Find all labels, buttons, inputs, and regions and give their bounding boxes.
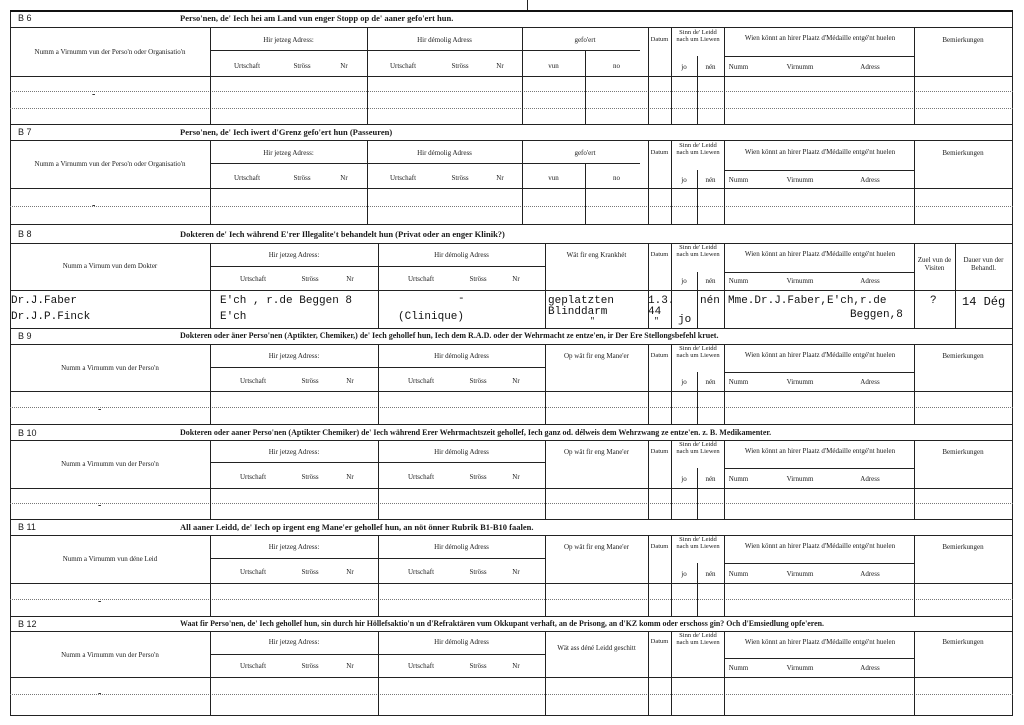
column-header-yes: jo	[681, 475, 687, 483]
column-header-number: Nr	[346, 662, 354, 670]
column-header-medal: Wien könnt an hirer Plaatz d'Médaille entgé'nt huelen	[744, 447, 896, 455]
left-border	[10, 10, 11, 716]
column-header-no: nén	[705, 475, 716, 483]
column-header-medal: Wien könnt an hirer Plaatz d'Médaille entgé'nt huelen	[744, 148, 896, 156]
date-line-2: 44	[648, 306, 662, 318]
illness-line-1: geplatzten	[548, 295, 615, 307]
column-header-medal-name: Numm	[728, 277, 749, 285]
column-header-no: nén	[705, 277, 716, 285]
column-header-street: Ströss	[469, 473, 487, 481]
column-header-medal-firstname: Virnumm	[786, 475, 814, 483]
column-header-street: Ströss	[301, 662, 319, 670]
column-header-current-address: Hir jetzeg Adress:	[268, 352, 320, 360]
section-code: B 7	[18, 127, 32, 137]
column-header-remarks: Bemierkungen	[942, 352, 984, 360]
doctor-name-1: Dr.J.Faber	[11, 295, 78, 307]
column-header-number: Nr	[512, 377, 520, 385]
column-header-no: nén	[705, 378, 716, 386]
column-header-street: Ströss	[301, 377, 319, 385]
column-header-alive: Sinn de' Leidd nach um Liewen	[676, 632, 720, 646]
column-header-street: Ströss	[301, 473, 319, 481]
column-header-manner: Op wät fir eng Mane'er	[563, 448, 629, 456]
column-header-town: Urtschaft	[407, 377, 435, 385]
column-header-town: Urtschaft	[239, 275, 267, 283]
illness-ditto: "	[590, 317, 595, 326]
blank-marker: -	[98, 688, 102, 699]
column-header-medal-name: Numm	[728, 63, 749, 71]
medal-recipient-2: Beggen,8	[850, 309, 903, 321]
section-title: Dokteren oder äner Perso'nen (Aptikter, Chemiker,) de' Iech gehollef hun, Iech dem R.A.D. oder der Wehrmacht ze entze'en, ir Der Ere Stellongsbefehl kruet.	[180, 331, 719, 340]
column-header-medal: Wien könnt an hirer Plaatz d'Médaille entgé'nt huelen	[744, 638, 896, 646]
column-header-duration: Dauer vun der Behandl.	[963, 256, 1004, 272]
column-header-current-address: Hir jetzeg Adress:	[263, 149, 314, 157]
column-header-date: Datum	[650, 638, 669, 645]
column-header-town: Urtschaft	[233, 62, 261, 70]
column-header-medal-address: Adress	[860, 570, 880, 578]
section-code: B 8	[18, 229, 32, 239]
column-header-alive: Sinn de' Leidd nach um Liewen	[676, 441, 720, 455]
column-header-number: Nr	[512, 568, 520, 576]
column-header-medal-address: Adress	[860, 475, 880, 483]
column-header-from: vun	[548, 62, 559, 70]
column-header-street: Ströss	[301, 275, 319, 283]
section-title: Perso'nen, de' Iech iwert d'Grenz gefo'ert hun (Passeuren)	[180, 127, 393, 137]
column-header-street: Ströss	[451, 62, 469, 70]
column-header-transported: gefo'ert	[574, 149, 596, 157]
column-header-yes: jo	[681, 176, 687, 184]
column-header-alive: Sinn de' Leidd nach um Liewen	[676, 536, 720, 550]
column-header-town: Urtschaft	[239, 568, 267, 576]
column-header-medal-address: Adress	[860, 176, 880, 184]
current-address-2: E'ch	[220, 311, 247, 323]
treatment-duration: 14 Dég	[962, 295, 1006, 309]
column-header-town: Urtschaft	[407, 662, 435, 670]
former-address-clinic: (Clinique)	[398, 311, 465, 323]
column-header-no: nén	[705, 63, 716, 71]
column-header-remarks: Bemierkungen	[942, 638, 984, 646]
alive-yes: jo	[678, 314, 692, 326]
column-header-from: vun	[548, 174, 559, 182]
column-header-name: Numm a Virnumm vun der Perso'n oder Organisatio'n	[34, 160, 186, 168]
column-header-medal-address: Adress	[860, 63, 880, 71]
column-header-number: Nr	[512, 473, 520, 481]
column-header-number: Nr	[512, 275, 520, 283]
column-header-town: Urtschaft	[389, 62, 417, 70]
column-header-current-address: Hir jetzeg Adress:	[268, 638, 320, 646]
column-header-street: Ströss	[469, 662, 487, 670]
column-header-medal-name: Numm	[728, 378, 749, 386]
column-header-town: Urtschaft	[239, 662, 267, 670]
column-header-former-address: Hir démolig Adress	[434, 543, 489, 551]
column-header-town: Urtschaft	[407, 568, 435, 576]
column-header-medal-firstname: Virnumm	[786, 63, 814, 71]
column-header-remarks: Bemierkungen	[942, 448, 984, 456]
top-tick	[527, 0, 528, 10]
column-header-former-address: Hir démolig Adress	[417, 36, 472, 44]
column-header-transported: gefo'ert	[574, 36, 596, 44]
alive-no: nén	[700, 295, 720, 307]
column-header-medal-name: Numm	[728, 475, 749, 483]
blank-marker: -	[98, 500, 102, 511]
column-header-alive: Sinn de' Leidd nach um Liewen	[676, 142, 720, 156]
column-header-town: Urtschaft	[239, 473, 267, 481]
column-header-yes: jo	[681, 277, 687, 285]
column-header-alive: Sinn de' Leidd nach um Liewen	[676, 29, 720, 43]
section-title: Dokteren oder aaner Perso'nen (Aptikter Chemiker) de' Iech während Erer Wehrmachtszeit gehollef, Iech ganz od. délweis dem Wehrzwang ze entze'en. z. B. Medikamenter.	[180, 428, 772, 437]
column-header-remarks: Bemierkungen	[942, 149, 984, 157]
column-header-doctor: Numm a Virnum vun dem Dokter	[62, 262, 158, 270]
date-ditto: "	[654, 317, 659, 326]
blank-marker: -	[92, 200, 96, 211]
section-code: B 9	[18, 331, 32, 341]
column-header-remarks: Bemierkungen	[942, 36, 984, 44]
column-header-street: Ströss	[293, 62, 311, 70]
column-header-alive: Sinn de' Leidd nach um Liewen	[676, 244, 720, 258]
column-header-medal-name: Numm	[728, 570, 749, 578]
section-code: B 10	[18, 428, 37, 438]
column-header-remarks: Bemierkungen	[942, 543, 984, 551]
column-header-street: Ströss	[301, 568, 319, 576]
column-header-former-address: Hir démolig Adress	[434, 251, 489, 259]
column-header-street: Ströss	[293, 174, 311, 182]
column-header-manner: Op wät fir eng Mane'er	[563, 543, 629, 551]
column-header-number: Nr	[346, 377, 354, 385]
column-header-town: Urtschaft	[407, 275, 435, 283]
column-header-medal-firstname: Virnumm	[786, 378, 814, 386]
column-header-medal-firstname: Virnumm	[786, 277, 814, 285]
section-title: Dokteren de' Iech während E'rer Illegalite't behandelt hun (Privat oder an enger Klinik?)	[180, 229, 505, 239]
column-header-date: Datum	[650, 352, 669, 359]
column-header-name: Numm a Virnumm vun der Perso'n	[61, 460, 159, 468]
column-header-street: Ströss	[451, 174, 469, 182]
column-header-to: no	[613, 62, 620, 70]
column-header-number: Nr	[340, 62, 348, 70]
column-header-manner: Op wät fir eng Mane'er	[563, 352, 629, 360]
column-header-number: Nr	[512, 662, 520, 670]
column-header-current-address: Hir jetzeg Adress:	[263, 36, 314, 44]
column-header-date: Datum	[650, 251, 669, 258]
medal-recipient-1: Mme.Dr.J.Faber,E'ch,r.de	[728, 295, 887, 307]
column-header-name: Numm a Virnumm vun déne Leid	[62, 555, 158, 563]
column-header-medal: Wien könnt an hirer Plaatz d'Médaille entgé'nt huelen	[744, 250, 896, 258]
column-header-yes: jo	[681, 570, 687, 578]
section-code: B 6	[18, 13, 32, 23]
column-header-number: Nr	[340, 174, 348, 182]
column-header-yes: jo	[681, 378, 687, 386]
column-header-medal-name: Numm	[728, 664, 749, 672]
column-header-name: Numm a Virnumm vun der Perso'n	[61, 364, 159, 372]
column-header-medal: Wien könnt an hirer Plaatz d'Médaille entgé'nt huelen	[744, 34, 896, 42]
column-header-street: Ströss	[469, 377, 487, 385]
column-header-town: Urtschaft	[233, 174, 261, 182]
column-header-date: Datum	[650, 36, 669, 43]
column-header-number: Nr	[496, 62, 504, 70]
blank-marker: -	[92, 89, 96, 100]
column-header-name: Numm a Virnumm vun der Perso'n oder Organisatio'n	[34, 48, 186, 56]
column-header-to: no	[613, 174, 620, 182]
column-header-former-address: Hir démolig Adress	[434, 448, 489, 456]
column-header-town: Urtschaft	[389, 174, 417, 182]
column-header-street: Ströss	[469, 275, 487, 283]
column-header-number: Nr	[496, 174, 504, 182]
section-title: Perso'nen, de' Iech hei am Land vun enger Stopp op de' aaner gefo'ert hun.	[180, 13, 454, 23]
column-header-current-address: Hir jetzeg Adress:	[268, 543, 320, 551]
column-header-former-address: Hir démolig Adress	[434, 352, 489, 360]
top-border	[10, 10, 1013, 12]
section-code: B 11	[18, 522, 36, 532]
column-header-yes: jo	[681, 63, 687, 71]
section-title: Waat fir Perso'nen, de' Iech gehollef hun, sin durch hir Höllefsaktio'n un d'Refraktären vum Okkupant verhaft, an de Prisong, an d'KZ komm oder erschoss gin? Och d'Emsiedlung opfe'eren.	[180, 619, 825, 628]
column-header-illness: Wät fir eng Krankhét	[566, 251, 627, 259]
column-header-what-happened: Wät ass déné Leidd geschitt	[557, 644, 636, 652]
date-line-1: 1.3.	[648, 295, 675, 307]
column-header-visits: Zuel vun de Visiten	[917, 256, 952, 272]
column-header-medal-address: Adress	[860, 664, 880, 672]
column-header-current-address: Hir jetzeg Adress:	[268, 448, 320, 456]
section-title: All aaner Leidd, de' Iech op irgent eng Mane'er gehollef hun, an nöt önner Rubrik B1-B10 faalen.	[180, 522, 534, 532]
column-header-name: Numm a Virnumm vun der Perso'n	[61, 651, 159, 659]
column-header-number: Nr	[346, 473, 354, 481]
column-header-town: Urtschaft	[239, 377, 267, 385]
column-header-number: Nr	[346, 275, 354, 283]
former-address-dash: -	[458, 293, 465, 305]
column-header-medal-firstname: Virnumm	[786, 570, 814, 578]
column-header-former-address: Hir démolig Adress	[417, 149, 472, 157]
column-header-street: Ströss	[469, 568, 487, 576]
column-header-medal-firstname: Virnumm	[786, 664, 814, 672]
column-header-medal-address: Adress	[860, 277, 880, 285]
column-header-no: nén	[705, 570, 716, 578]
doctor-name-2: Dr.J.P.Finck	[11, 311, 91, 323]
column-header-date: Datum	[650, 448, 669, 455]
current-address-1: E'ch , r.de Beggen 8	[220, 295, 353, 307]
column-header-number: Nr	[346, 568, 354, 576]
column-header-town: Urtschaft	[407, 473, 435, 481]
column-header-no: nén	[705, 176, 716, 184]
column-header-medal-name: Numm	[728, 176, 749, 184]
column-header-date: Datum	[650, 543, 669, 550]
blank-marker: -	[98, 404, 102, 415]
visits-count: ?	[930, 295, 937, 307]
right-border	[1012, 10, 1013, 716]
column-header-alive: Sinn de' Leidd nach um Liewen	[676, 345, 720, 359]
column-header-former-address: Hir démolig Adress	[434, 638, 489, 646]
column-header-medal-address: Adress	[860, 378, 880, 386]
illness-line-2: Blinddarm	[548, 306, 608, 318]
column-header-date: Datum	[650, 149, 669, 156]
blank-marker: -	[98, 596, 102, 607]
column-header-medal: Wien könnt an hirer Plaatz d'Médaille entgé'nt huelen	[744, 351, 896, 359]
column-header-medal-firstname: Virnumm	[786, 176, 814, 184]
section-code: B 12	[18, 619, 37, 629]
column-header-current-address: Hir jetzeg Adress:	[268, 251, 320, 259]
column-header-medal: Wien könnt an hirer Plaatz d'Médaille entgé'nt huelen	[744, 542, 896, 550]
